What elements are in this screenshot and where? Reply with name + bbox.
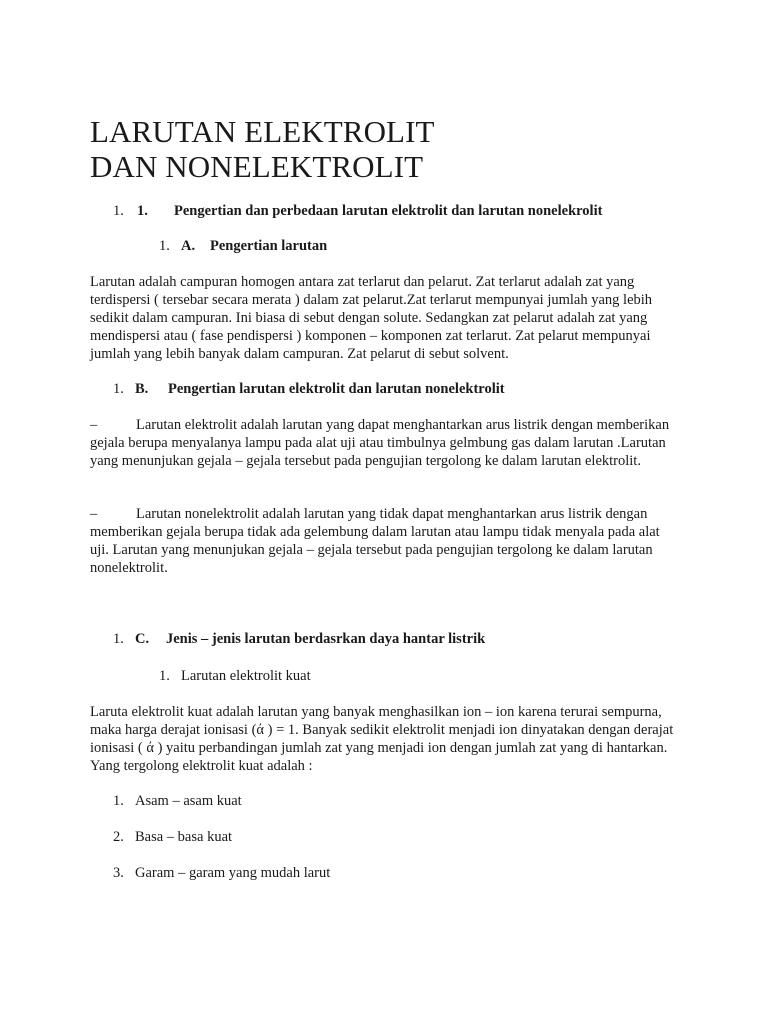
- subsection-title: Larutan elektrolit kuat: [181, 668, 311, 684]
- list-item-number: 1.: [113, 793, 124, 809]
- section-b-label: B.: [135, 381, 149, 397]
- section-1-heading: [113, 202, 673, 220]
- section-b-heading: [113, 380, 633, 398]
- list-item: [113, 828, 413, 846]
- section-1-list-number: 1.: [113, 203, 124, 219]
- section-b-title: Pengertian larutan elektrolit dan larutan nonelektrolit: [168, 381, 505, 397]
- paragraph-elektrolit-dash: –: [90, 417, 98, 433]
- paragraph-nonelektrolit: [90, 505, 675, 577]
- list-item-text: Asam – asam kuat: [135, 793, 242, 809]
- section-c-list-number: 1.: [113, 631, 124, 647]
- section-1-label: 1.: [137, 203, 148, 219]
- section-a-heading: [159, 237, 459, 255]
- paragraph-elektrolit-kuat: Laruta elektrolit kuat adalah larutan yang banyak menghasilkan ion – ion karena terurai sempurna, maka harga derajat ionisasi (ά ) = 1. Banyak sedikit elektrolit menjadi ion dinyatakan dengan derajat ionisasi ( ά ) yaitu perbandingan jumlah zat yang menjadi ion dengan jumlah zat yang di hantarkan. Yang tergolong elektrolit kuat adalah :: [90, 704, 674, 774]
- paragraph-pengertian-larutan: Larutan adalah campuran homogen antara zat terlarut dan pelarut. Zat terlarut adalah zat yang terdispersi ( tersebar secara merata ) dalam zat pelarut.Zat terlarut mempunyai jumlah yang lebih sedikit dalam campuran. Ini biasa di sebut dengan solute. Sedangkan zat pelarut adalah zat yang mendispersi atau ( fase pendispersi ) komponen – komponen zat terlarut. Zat pelarut mempunyai jumlah yang lebih banyak dalam campuran. Zat pelarut di sebut solvent.: [90, 274, 653, 362]
- paragraph-elektrolit-text: Larutan elektrolit adalah larutan yang dapat menghantarkan arus listrik dengan memberikan gejala berupa menyalanya lampu pada alat uji atau timbulnya gelmbung gas dalam larutan .Larutan yang menunjukan gejala – gejala tersebut pada pengujian tergolong ke dalam larutan elektrolit.: [90, 417, 670, 469]
- list-item-number: 3.: [113, 865, 124, 881]
- document-title: [90, 114, 435, 184]
- list-item-number: 2.: [113, 829, 124, 845]
- section-a-list-number: 1.: [159, 238, 170, 254]
- subsection-number: 1.: [159, 668, 170, 684]
- section-a-label: A.: [181, 238, 196, 254]
- paragraph-elektrolit: [90, 416, 675, 470]
- title-line-1: LARUTAN ELEKTROLIT: [90, 114, 435, 149]
- list-item: [113, 864, 453, 882]
- title-line-2: DAN NONELEKTROLIT: [90, 149, 424, 184]
- section-c-heading: [113, 630, 633, 648]
- section-c-title: Jenis – jenis larutan berdasrkan daya hantar listrik: [166, 631, 486, 647]
- paragraph-nonelektrolit-dash: –: [90, 506, 98, 522]
- section-1-title: Pengertian dan perbedaan larutan elektrolit dan larutan nonelekrolit: [174, 203, 603, 219]
- list-item: [113, 792, 413, 810]
- section-c-label: C.: [135, 631, 150, 647]
- paragraph-nonelektrolit-text: Larutan nonelektrolit adalah larutan yang tidak dapat menghantarkan arus listrik dengan memberikan gejala berupa tidak ada gelembung dalam larutan atau lampu tidak menyala pada alat uji. Larutan yang menunjukan gejala – gejala tersebut pada pengujian tergolong ke dalam larutan nonelektrolit.: [90, 506, 660, 576]
- section-b-list-number: 1.: [113, 381, 124, 397]
- subsection-elektrolit-kuat: [159, 667, 459, 685]
- list-item-text: Garam – garam yang mudah larut: [135, 865, 331, 881]
- section-a-title: Pengertian larutan: [210, 238, 328, 254]
- list-item-text: Basa – basa kuat: [135, 829, 233, 845]
